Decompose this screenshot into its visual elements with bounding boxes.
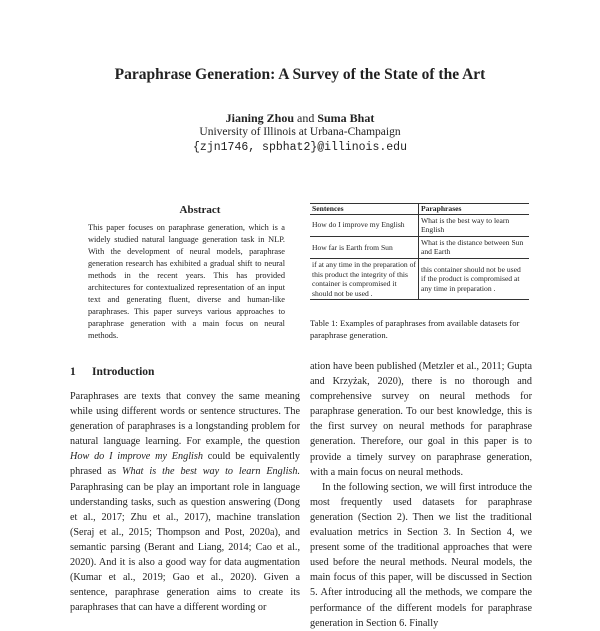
intro-text-a: Paraphrases are texts that convey the same meaning while using different words or sentence structures. The generation of paraphrases is a longstanding problem for natural language learning. For example, the question <box>70 391 300 448</box>
authors-conjunction: and <box>297 111 315 125</box>
email: {zjn1746, spbhat2}@illinois.edu <box>193 141 407 154</box>
author-1: Jianing Zhou <box>225 111 294 125</box>
table-cell-sentence: How do I improve my English <box>310 214 419 236</box>
section-heading-introduction <box>70 366 154 378</box>
abstract-heading: Abstract <box>179 204 221 216</box>
introduction-paragraph <box>70 389 300 615</box>
affiliation: University of Illinois at Urbana-Champaign <box>199 126 401 138</box>
table-header-sentences: Sentences <box>310 204 419 215</box>
section-title: Introduction <box>92 366 155 378</box>
table-cell-paraphrase: What is the best way to learn English <box>419 214 530 236</box>
right-paragraph-1: ation have been published (Metzler et al., 2011; Gupta and Krzyżak, 2020), there is no thorough and comprehensive survey on neural methods for paraphrase generation. To our best knowledge, this is the first survey on neural methods for paraphrase generation. Therefore, our goal in this paper is to provide a timely survey on paraphrase generation, with a main focus on neural methods. <box>310 361 532 478</box>
paper-title: Paraphrase Generation: A Survey of the State of the Art <box>114 66 486 83</box>
paraphrase-examples-table <box>310 203 529 300</box>
intro-example-question: How do I improve my English <box>70 451 203 463</box>
table-caption: Table 1: Examples of paraphrases from available datasets for paraphrase generation. <box>310 318 520 340</box>
intro-text-c: Paraphrasing can be play an important role in language understanding tasks, such as question answering (Dong et al., 2017; Zhu et al., 2017), machine translation (Seraj et al., 2015; Thompson and Post, 2020a), and semantic parsing (Berant and Liang, 2014; Cao et al., 2020). And it is also a good way for data augmentation (Kumar et al., 2019; Gao et al., 2020). Given a sentence, paraphrase generation aims to create its paraphrases that can have a different wording or <box>70 481 300 614</box>
author-2: Suma Bhat <box>317 111 375 125</box>
table-header-paraphrases: Paraphrases <box>419 204 530 215</box>
table-row <box>310 236 529 258</box>
abstract-text: This paper focuses on paraphrase generation, which is a widely studied natural language generation task in NLP. With the development of neural models, paraphrase generation research has exhibited a gradual shift to neural methods in the recent years. This has provided architectures for contextualized representation of an input text and generating fluent, diverse and human-like paraphrases. This paper surveys various approaches to paraphrase generation with a main focus on neural methods. <box>88 223 285 340</box>
intro-text-b: could be equivalently phrased as <box>70 451 300 478</box>
table-cell-sentence: if at any time in the preparation of this product the integrity of this container is compromised it should not be used . <box>310 258 419 299</box>
table-cell-paraphrase: this container should not be used if the product is compromised at any time in preparation . <box>419 258 530 299</box>
right-paragraph-2: In the following section, we will first introduce the most frequently used datasets for paraphrase generation (Section 2). Then we list the traditional evaluation metrics in Section 3. In Section 4, we present some of the traditional approaches that were used before the neural methods. Neural models, the main focus of this paper, will be discussed in Section 5. After introducing all the methods, we compare the performance of the different models for paraphrase generation in Section 6. Finally <box>310 481 532 629</box>
section-number: 1 <box>70 366 76 378</box>
intro-example-paraphrase: What is the best way to learn English. <box>121 466 300 478</box>
table-cell-sentence: How far is Earth from Sun <box>310 236 419 258</box>
table-row <box>310 214 529 236</box>
table-header-row <box>310 204 529 215</box>
table-row <box>310 258 529 299</box>
right-column-text <box>310 359 532 631</box>
authors <box>0 111 600 126</box>
table-cell-paraphrase: What is the distance between Sun and Earth <box>419 236 530 258</box>
